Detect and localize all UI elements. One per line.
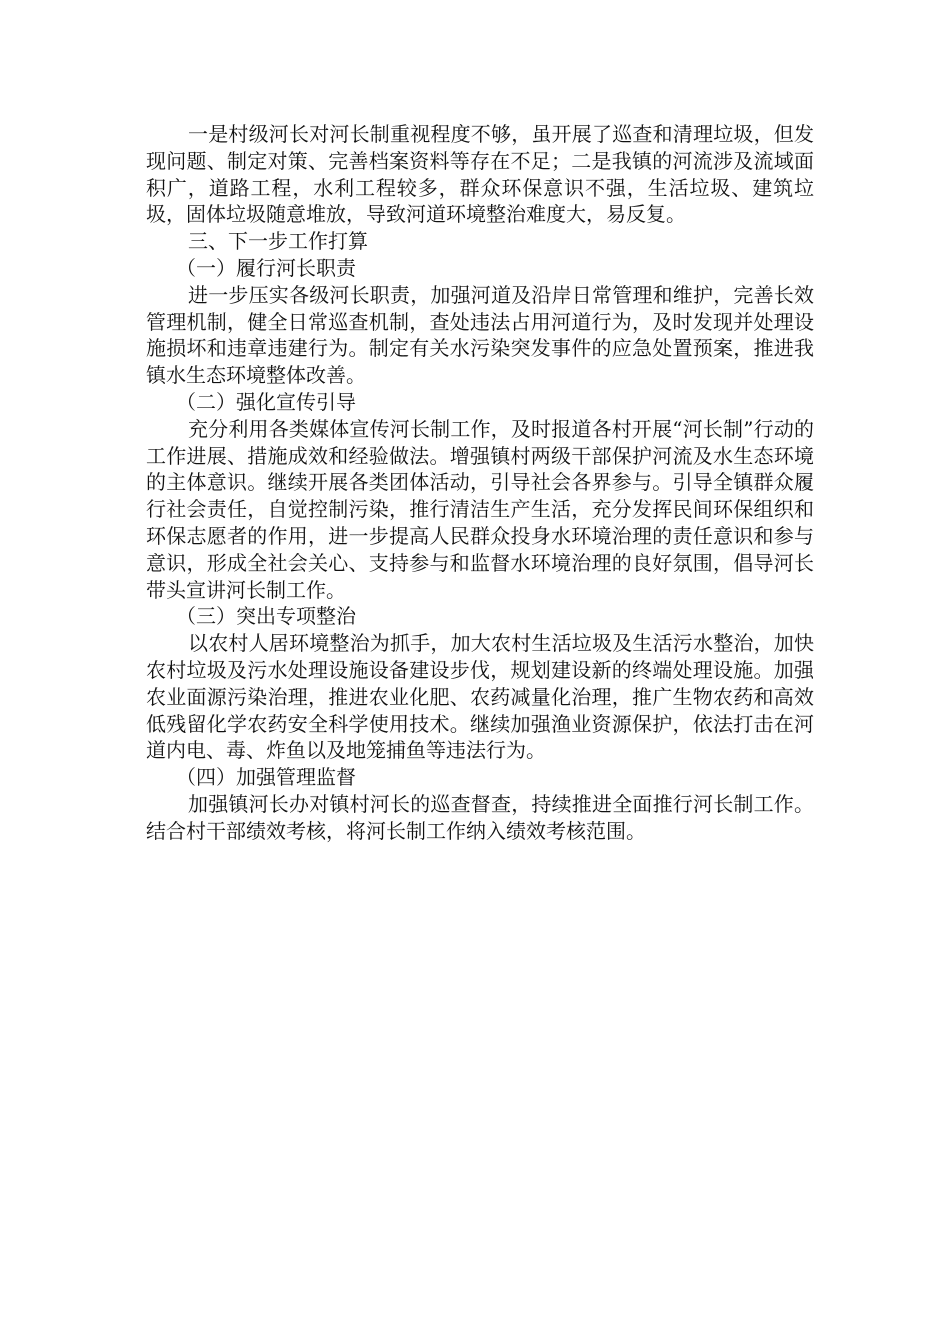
subheading-publicity: （二）强化宣传引导 (176, 389, 356, 414)
subheading-special-remediation: （三）突出专项整治 (176, 604, 356, 629)
paragraph-problems: 一是村级河长对河长制重视程度不够，虽开展了巡查和清理垃圾，但发现问题、制定对策、完善档案资料等存在不足；二是我镇的河流涉及流域面积广，道路工程，水利工程较多，群众环保意识不强，生活垃圾、建筑垃圾，固体垃圾随意堆放，导致河道环境整治难度大，易反复。 (146, 122, 814, 227)
paragraph-supervision: 加强镇河长办对镇村河长的巡查督查，持续推进全面推行河长制工作。结合村干部绩效考核，将河长制工作纳入绩效考核范围。 (146, 791, 814, 843)
paragraph-special-remediation: 以农村人居环境整治为抓手，加大农村生活垃圾及生活污水整治，加快农村垃圾及污水处理设施设备建设步伐，规划建设新的终端处理设施。加强农业面源污染治理，推进农业化肥、农药减量化治理，推广生物农药和高效低残留化学农药安全科学使用技术。继续加强渔业资源保护，依法打击在河道内电、毒、炸鱼以及地笼捕鱼等违法行为。 (146, 631, 814, 763)
document-body (146, 121, 814, 845)
paragraph-publicity: 充分利用各类媒体宣传河长制工作，及时报道各村开展“河长制”行动的工作进展、措施成效和经验做法。增强镇村两级干部保护河流及水生态环境的主体意识。继续开展各类团体活动，引导社会各界参与。引导全镇群众履行社会责任，自觉控制污染，推行清洁生产生活，充分发挥民间环保组织和环保志愿者的作用，进一步提高人民群众投身水环境治理的责任意识和参与意识，形成全社会关心、支持参与和监督水环境治理的良好氛围，倡导河长带头宣讲河长制工作。 (146, 416, 814, 602)
paragraph-duties: 进一步压实各级河长职责，加强河道及沿岸日常管理和维护，完善长效管理机制，健全日常巡查机制，查处违法占用河道行为，及时发现并处理设施损坏和违章违建行为。制定有关水污染突发事件的应急处置预案，推进我镇水生态环境整体改善。 (146, 282, 814, 388)
section-heading-next-steps: 三、下一步工作打算 (188, 229, 368, 254)
subheading-supervision: （四）加强管理监督 (176, 765, 356, 790)
subheading-duties: （一）履行河长职责 (176, 255, 356, 280)
